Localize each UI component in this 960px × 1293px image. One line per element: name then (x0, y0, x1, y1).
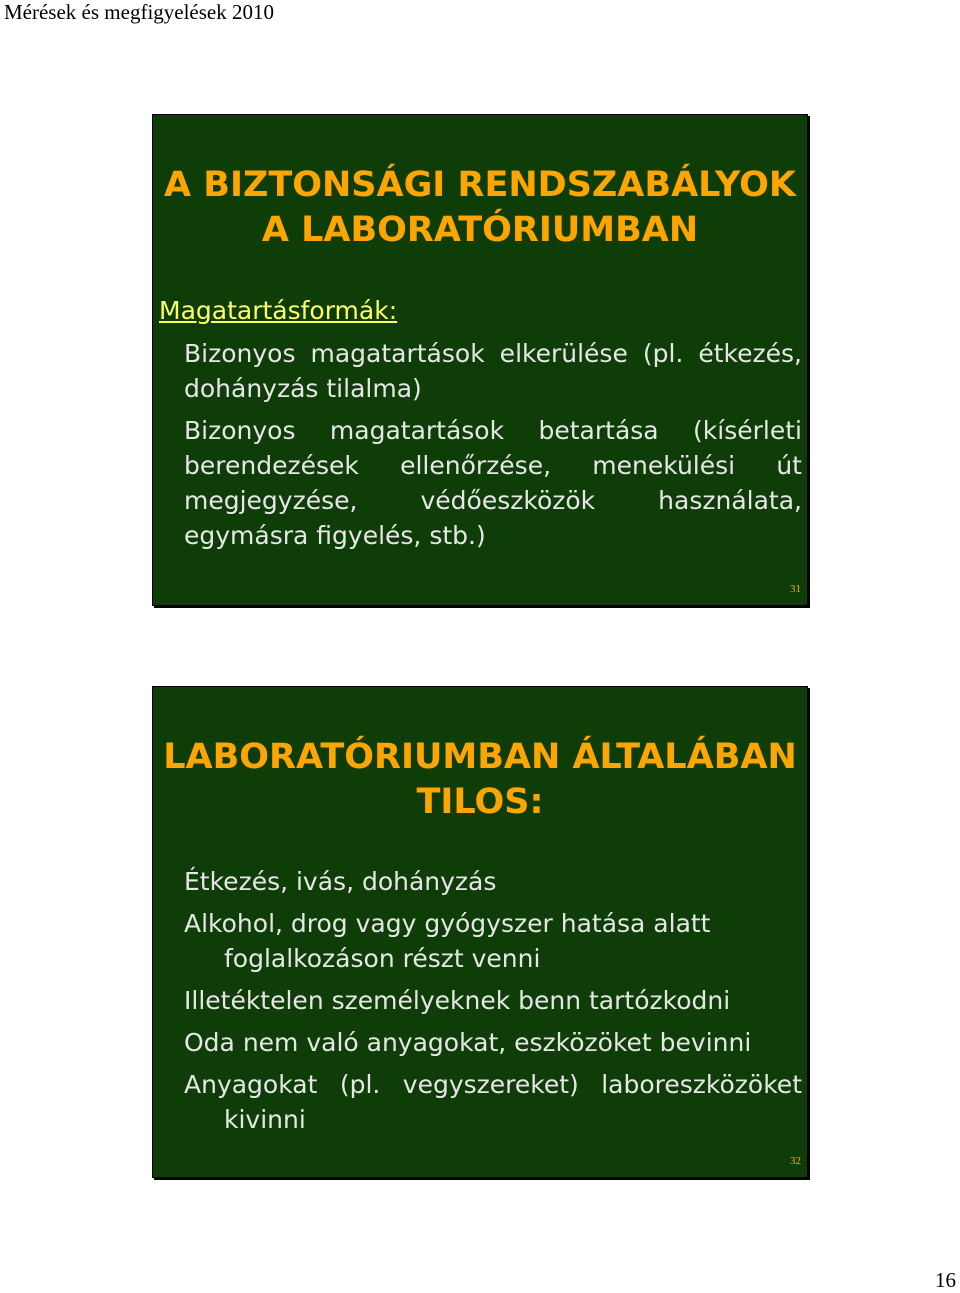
list-item (184, 864, 804, 899)
paragraph-avoid-behaviours: Bizonyos magatartások elkerülése (pl. étkezés, dohányzás tilalma) (184, 339, 802, 403)
list-item-text: Étkezés, ivás, dohányzás (184, 867, 497, 896)
slide-number: 31 (790, 583, 801, 595)
slide-title (153, 735, 807, 825)
section-label: Magatartásformák: (159, 296, 398, 325)
slide-number: 32 (790, 1155, 801, 1167)
slide-title (153, 163, 807, 253)
list-item-text (184, 1067, 802, 1102)
list-item-text: Alkohol, drog vagy gyógyszer hatása alatt (184, 909, 711, 938)
list-item-continuation: kivinni (224, 1105, 306, 1134)
list-item-word: Anyagokat (184, 1070, 318, 1099)
list-item-word: (pl. (339, 1070, 381, 1099)
paragraph-follow-behaviours: Bizonyos magatartások betartása (kísérleti berendezések ellenőrzése, menekülési út megjegyzése, védőeszközök használata, egymásra figyelés, stb.) (184, 416, 802, 550)
slide-title-line-1: LABORATÓRIUMBAN ÁLTALÁBAN (163, 737, 797, 777)
page-header: Mérések és megfigyelések 2010 (4, 0, 274, 24)
list-item (184, 1025, 804, 1060)
list-item-continuation: foglalkozáson részt venni (224, 944, 541, 973)
list-item-word: vegyszereket) (402, 1070, 579, 1099)
list-item (184, 906, 804, 976)
slide-title-line-2: TILOS: (416, 782, 544, 822)
list-item-text: Oda nem való anyagokat, eszközöket bevinni (184, 1028, 752, 1057)
slide-title-line-2: A LABORATÓRIUMBAN (261, 210, 699, 250)
slide-31 (152, 114, 808, 606)
list-item (184, 983, 804, 1018)
slide-32 (152, 686, 808, 1178)
list-item-text: Illetéktelen személyeknek benn tartózkodni (184, 986, 731, 1015)
list-item (184, 1067, 804, 1137)
page-number: 16 (935, 1268, 956, 1292)
list-item-word: laboreszközöket (601, 1070, 802, 1099)
slide-title-line-1: A BIZTONSÁGI RENDSZABÁLYOK (164, 165, 796, 205)
